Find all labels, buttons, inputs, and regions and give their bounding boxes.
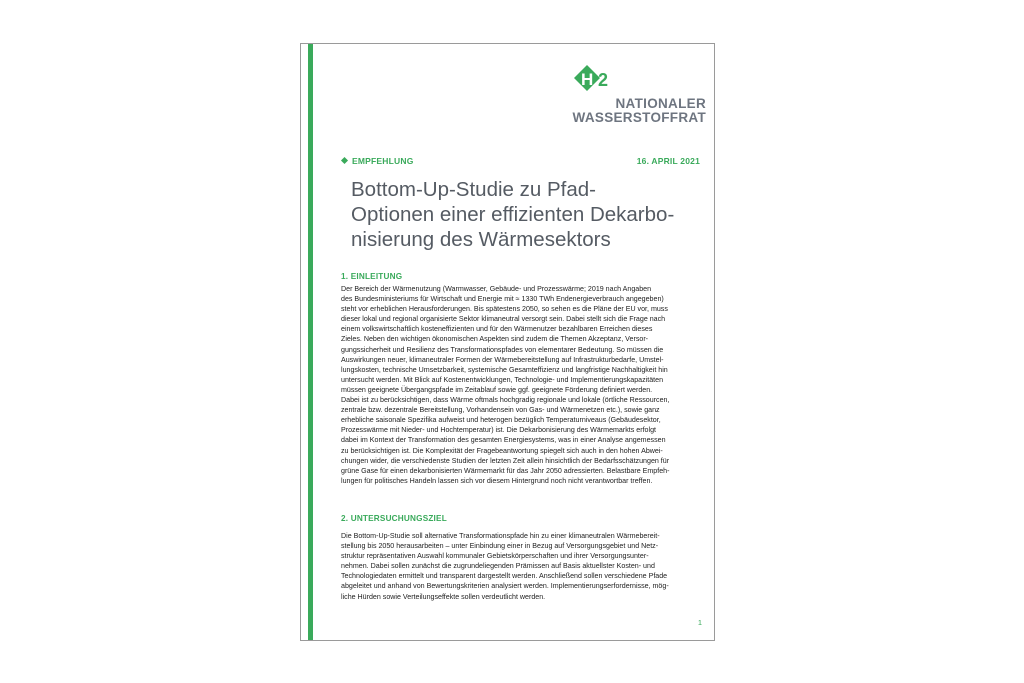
h2-logo-mark-icon [573, 64, 625, 98]
svg-text:H: H [581, 70, 594, 89]
green-side-bar [308, 44, 313, 640]
document-page [300, 43, 715, 641]
diamond-bullet-icon [341, 157, 348, 164]
organization-name [571, 97, 706, 125]
document-type-label [342, 156, 414, 166]
document-type-text: EMPFEHLUNG [352, 156, 414, 166]
page-number: 1 [697, 618, 702, 627]
org-line-1: NATIONALER [615, 96, 706, 111]
section-body-introduction: Der Bereich der Wärmenutzung (Warmwasser, Gebäude- und Prozesswärme; 2019 nach Angaben des Bundesministeriums für Wirtschaft und Energie mit ≈ 1330 TWh Endenergieverbrauch angegeben) steht vor erheblichen Herausforderungen. Bis spätestens 2050, so sehen es die Pläne der EU vor, muss dieser lokal und regional organisierte Sektor klimaneutral versorgt sein. Dabei stellt sich die Frage nach einem volkswirtschaftlich kosteneffizienten und für den Wärmenutzer bezahlbaren Erreichen dieses Zieles. Neben den wichtigen ökonomischen Aspekten sind zudem die Themen Akzeptanz, Versor- gungssicherheit und Resilienz des Transformationspfades von elementarer Bedeutung. So müssen die Auswirkungen neuer, klimaneutraler Formen der Wärmebereitstellung auf Infrastrukturbedarfe, Umstel- lungskosten, technische Umsetzbarkeit, systemische Gesamteffizienz und langfristige Nachhaltigkeit hin untersucht werden. Mit Blick auf Kostenentwicklungen, Technologie- und Implementierungskapazitäten müssen geeignete Übergangspfade im Zeitablauf sowie ggf. geeignete Förderung definiert werden. Dabei ist zu berücksichtigen, dass Wärme oftmals hochgradig regionale und lokale (örtliche Ressourcen, zentrale bzw. dezentrale Bereitstellung, Vorhandensein von Gas- und Wärmenetzen etc.), sowie ganz erhebliche saisonale Spezifika aufweist und heterogen bezüglich Temperaturniveaus (Gebäudesektor, Prozesswärme mit Nieder- und Hochtemperatur) ist. Die Dekarbonisierung des Wärmemarkts erfolgt dabei im Kontext der Transformation des gesamten Energiesystems, was in einer Analyse angemessen zu berücksichtigen ist. Die Komplexität der Fragebeantwortung spiegelt sich auch in den hohen Abwei- chungen wider, die verschiedenste Studien der letzten Zeit allein hinsichtlich der Bedarfsschätzungen für grüne Gase für einen dekarbonisierten Wärmemarkt für das Jahr 2050 adressierten. Belastbare Empfeh- lungen für politisches Handeln lassen sich vor diesem Hintergrund noch nicht verantwortbar treffen. [341, 285, 670, 485]
svg-text:2: 2 [598, 70, 609, 90]
document-title: Bottom-Up-Studie zu Pfad- Optionen einer effizienten Dekarbo- nisierung des Wärmesektors [351, 178, 675, 251]
org-line-2: WASSERSTOFFRAT [572, 110, 706, 125]
section-heading-introduction: 1. EINLEITUNG [341, 272, 403, 281]
section-heading-objective: 2. UNTERSUCHUNGSZIEL [341, 514, 447, 523]
section-body-objective: Die Bottom-Up-Studie soll alternative Transformationspfade hin zu einer klimaneutralen Wärmebereit- stellung bis 2050 herausarbeiten – unter Einbindung einer in Bezug auf Versorgungsgebiet und Netz- struktur repräsentativen Auswahl kommunaler Gebietskörperschaften und ihrer Versorgungsunter- nehmen. Dabei sollen zunächst die zugrundeliegenden Prämissen auf Basis aktuellster Kosten- und Technologiedaten ermittelt und transparent dargestellt werden. Anschließend sollen verschiedene Pfade abgeleitet und anhand von Bewertungskriterien analysiert werden. Implementierungserfordernisse, mög- liche Hürden sowie Verteilungseffekte sollen verdeutlicht werden. [341, 532, 669, 601]
nationaler-wasserstoffrat-logo [571, 64, 711, 144]
document-date: 16. APRIL 2021 [636, 156, 700, 166]
